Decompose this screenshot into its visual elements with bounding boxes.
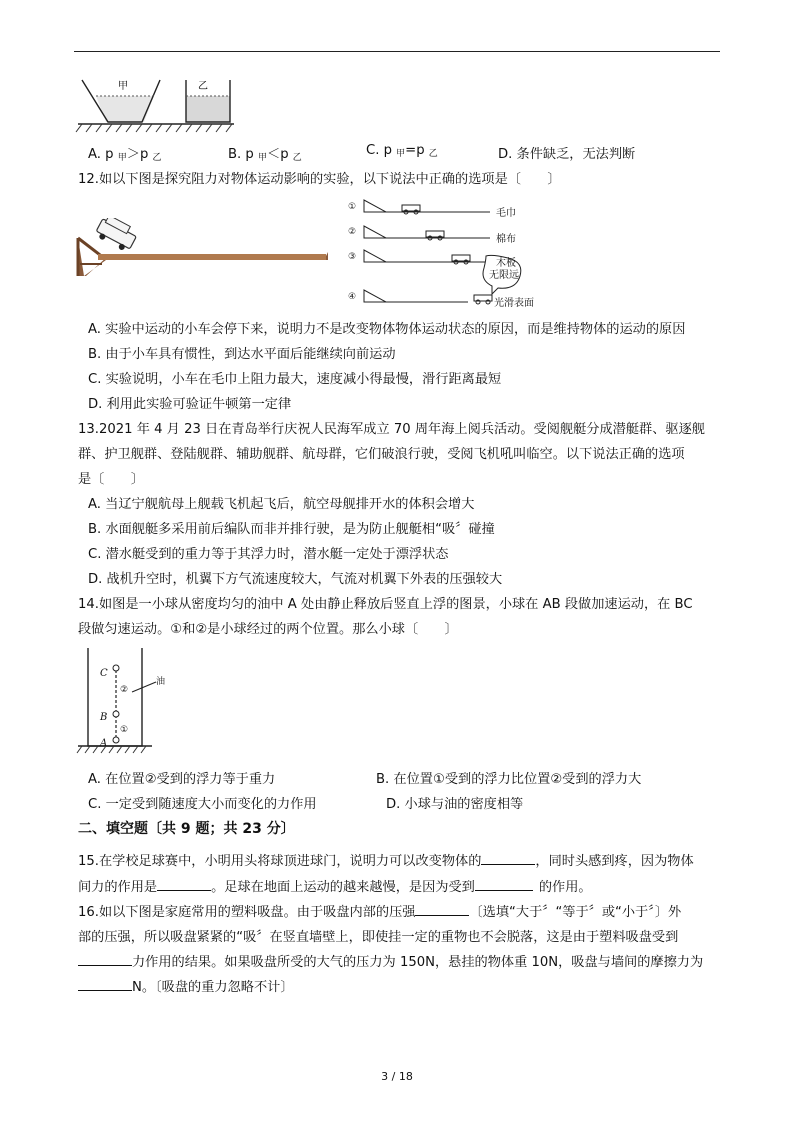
q13-option-b[interactable]: B. 水面舰艇多采用前后编队而非并排行驶，是为防止舰艇相“吸〞碰撞 [88,522,495,537]
q12-surface-towel: 毛巾 [496,208,516,219]
q14-label-pos2: ② [120,685,129,695]
q15-line1 [78,850,694,869]
q13-stem-line3: 是〔 〕 [78,472,144,487]
q16-text-4a: N。〔吸盘的重力忽略不计〕 [132,980,294,995]
q14-label-c: C [100,668,108,679]
q13-stem-line1: 13.2021 年 4 月 23 日在青岛举行庆祝人民海军成立 70 周年海上阅兵活动。受阅舰艇分成潜艇群、驱逐舰 [78,422,705,437]
q16-text-1a: 16.如以下图是家庭常用的塑料吸盘。由于吸盘内部的压强 [78,905,416,920]
q16-blank-2[interactable] [78,953,132,966]
q16-blank-1[interactable] [415,903,469,916]
q12-surface-smooth: 光滑表面 [494,298,534,308]
q12-stem: 12.如以下图是探究阻力对物体运动影响的实验，以下说法中正确的选项是〔 〕 [78,172,561,187]
q11-option-d[interactable]: D. 条件缺乏，无法判断 [498,147,636,162]
q14-option-b[interactable]: B. 在位置①受到的浮力比位置②受到的浮力大 [376,772,642,787]
q15-text-2c: 的作用。 [538,880,592,895]
q13-stem-line2: 群、护卫舰群、登陆舰群、辅助舰群、航母群，它们破浪行驶，受阅飞机吼叫临空。以下说法正确的选项 [78,447,685,462]
q14-stem-line1: 14.如图是一小球从密度均匀的油中 A 处由静止释放后竖直上浮的图景，小球在 AB 段做加速运动，在 BC [78,597,693,612]
q12-option-a[interactable]: A. 实验中运动的小车会停下来，说明力不是改变物体物体运动状态的原因，而是维持物体的运动的原因 [88,322,686,337]
q14-label-pos1: ① [120,725,129,735]
q11-option-b[interactable]: B. p $_甲$＜p $_乙$ [228,147,302,163]
q14-label-oil: 油 [156,677,166,687]
q12-label-4: ④ [348,292,357,302]
q12-surface-board: 木板 [496,258,516,269]
q12-label-2: ② [348,227,357,237]
q13-option-c[interactable]: C. 潜水艇受到的重力等于其浮力时，潜水艇一定处于漂浮状态 [88,547,449,562]
q14-option-a[interactable]: A. 在位置②受到的浮力等于重力 [88,772,276,787]
q16-line4 [78,976,294,995]
q12-label-1: ① [348,202,357,212]
q16-line2: 部的压强，所以吸盘紧紧的“吸〞在竖直墙壁上，即使挂一定的重物也不会脱落，这是由于塑料吸盘受到 [78,930,679,945]
q12-surface-cotton: 棉布 [496,234,516,245]
q12-option-c[interactable]: C. 实验说明，小车在毛巾上阻力最大，速度减小得最慢，滑行距离最短 [88,372,502,387]
q13-option-d[interactable]: D. 战机升空时，机翼下方气流速度较大，气流对机翼下外表的压强较大 [88,572,503,587]
q15-blank-1[interactable] [481,852,535,865]
header-rule [74,51,720,52]
q11-option-c[interactable]: C. p $_甲$=p $_乙$ [366,143,438,159]
page-number: 3 / 18 [381,1070,413,1083]
q12-bubble-text: 无限远 [489,270,519,281]
q15-line2 [78,876,592,895]
q16-text-3a: 力作用的结果。如果吸盘所受的大气的压力为 150N，悬挂的物体重 10N，吸盘与墙间的摩擦力为 [132,955,704,970]
q15-text-2a: 间力的作用是 [78,880,158,895]
q16-line1 [78,901,681,920]
q11-figure [74,76,240,134]
q13-option-a[interactable]: A. 当辽宁舰航母上舰载飞机起飞后，航空母舰排开水的体积会增大 [88,497,475,512]
q12-ramp-figure [76,218,332,280]
q11-option-a[interactable]: A. p $_甲$＞p $_乙$ [88,147,162,163]
q12-option-b[interactable]: B. 由于小车具有惯性，到达水平面后能继续向前运动 [88,347,396,362]
q11-label-yi: 乙 [198,81,208,92]
q15-text-2b: 。足球在地面上运动的越来越慢，是因为受到 [211,880,475,895]
q15-text-1b: ，同时头感到疼，因为物体 [535,854,694,869]
q12-surfaces-figure [346,196,566,308]
q14-label-b: B [100,712,108,723]
q15-blank-2[interactable] [157,878,211,891]
section-heading-fill-in: 二、填空题〔共 9 题；共 23 分〕 [78,821,295,837]
q16-blank-3[interactable] [78,978,132,991]
q11-label-jia: 甲 [118,81,128,92]
q15-blank-3[interactable] [475,878,533,891]
q14-oil-figure [76,646,176,758]
q12-option-d[interactable]: D. 利用此实验可验证牛顿第一定律 [88,397,292,412]
q14-option-d[interactable]: D. 小球与油的密度相等 [386,797,524,812]
q14-label-a: A [100,738,108,749]
q14-stem-line2: 段做匀速运动。①和②是小球经过的两个位置。那么小球〔 〕 [78,622,458,637]
q14-option-c[interactable]: C. 一定受到随速度大小而变化的力作用 [88,797,317,812]
q12-label-3: ③ [348,252,357,262]
q16-line3 [78,951,703,970]
q15-text-1a: 15.在学校足球赛中，小明用头将球顶进球门，说明力可以改变物体的 [78,854,482,869]
q16-text-1b: 〔选填“大于〞“等于〞或“小于〞〕外 [469,905,682,920]
